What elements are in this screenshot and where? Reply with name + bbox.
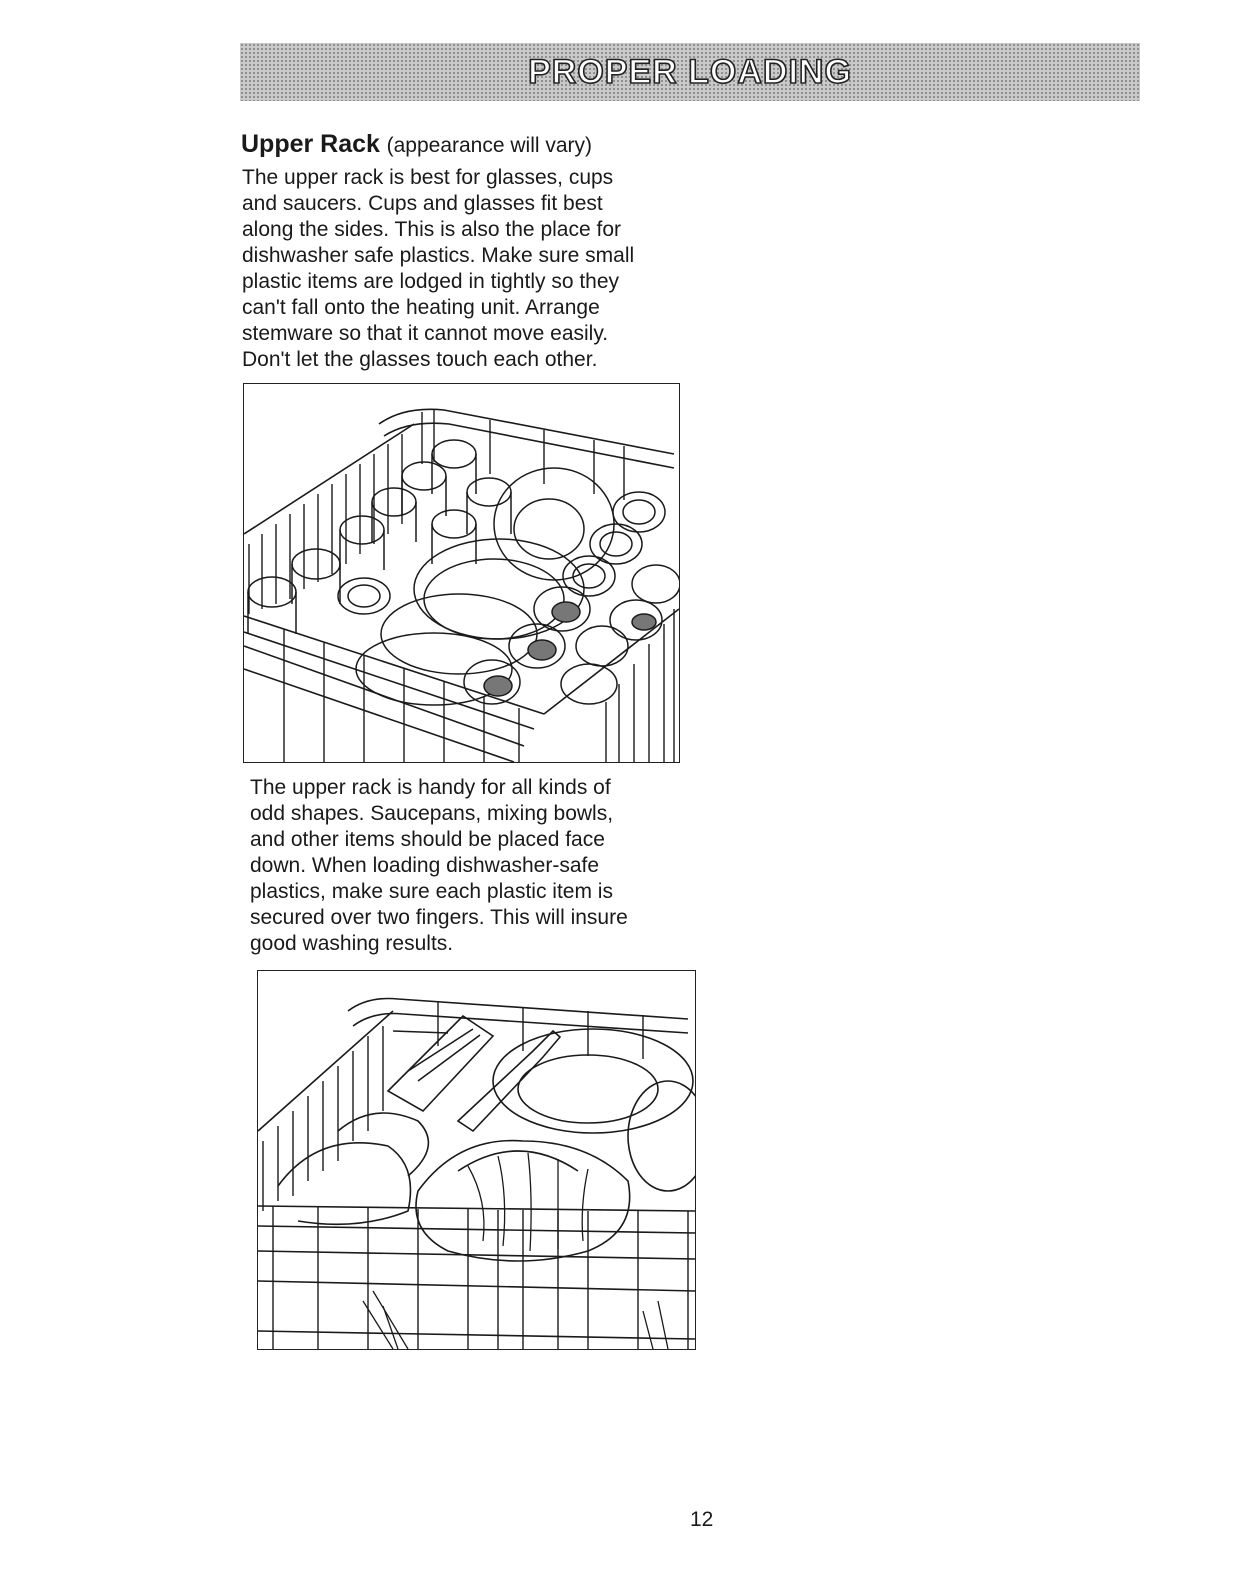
- upper-rack-bowls-illustration: [257, 970, 696, 1350]
- upper-rack-glasses-illustration: [243, 383, 680, 763]
- page-title: PROPER LOADING: [528, 52, 852, 91]
- page-number: 12: [690, 1508, 714, 1531]
- paragraph-upper-rack-glasses: The upper rack is best for glasses, cups and saucers. Cups and glasses fit best along the sides. This is also the place for dishwasher safe plastics. Make sure small plastic items are lodged in tightly so they can't fall onto the heating unit. Arrange stemware so that it cannot move easily. Don't let the glasses touch each other.: [242, 166, 635, 371]
- section-heading-strong: Upper Rack: [241, 130, 380, 158]
- paragraph-upper-rack-odd-shapes: The upper rack is handy for all kinds of odd shapes. Saucepans, mixing bowls, and other items should be placed face down. When loading dishwasher-safe plastics, make sure each plastic item is secured over two fingers. This will insure good washing results.: [250, 776, 628, 955]
- section-heading-note: (appearance will vary): [386, 134, 593, 157]
- header-bar: [240, 43, 1140, 101]
- section-heading: [241, 130, 592, 159]
